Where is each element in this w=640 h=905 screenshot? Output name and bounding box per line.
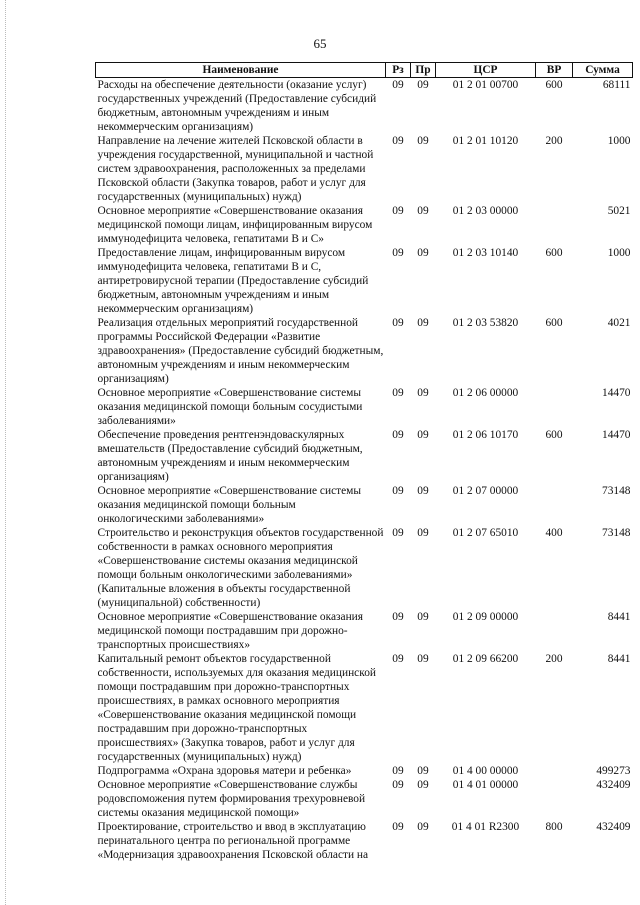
table-row <box>96 386 633 428</box>
cell-sum: 499273 <box>596 765 631 777</box>
cell-vr <box>536 778 573 820</box>
cell-sum: 432409 <box>596 779 631 791</box>
table-row <box>96 428 633 484</box>
cell-pr: 09 <box>417 387 429 399</box>
cell-pr: 09 <box>417 79 429 91</box>
cell-sum: 14470 <box>602 387 631 399</box>
cell-vr: 600 <box>545 79 563 91</box>
cell-csr: 01 2 06 10170 <box>452 429 519 441</box>
cell-sum: 73148 <box>602 527 631 539</box>
scan-edge-line <box>5 0 7 905</box>
cell-rz: 09 <box>392 779 404 791</box>
column-header-rz: Рз <box>386 63 411 78</box>
cell-rz: 09 <box>392 527 404 539</box>
cell-vr <box>536 764 573 778</box>
cell-name: Расходы на обеспечение деятельности (оказание услуг) государственных учреждений (Предоставление субсидий бюджетным, автономным учреждениям и иным некоммерческим организациям) <box>97 79 377 133</box>
cell-name: Предоставление лицам, инфицированным вирусом иммунодефицита человека, гепатитами В и С, антиретровирусной терапии (Предоставление субсидий бюджетным, автономным учреждениям и иным некоммерческим организациям) <box>97 247 369 315</box>
cell-rz: 09 <box>392 247 404 259</box>
table-row <box>96 134 633 204</box>
cell-name: Подпрограмма «Охрана здоровья матери и ребенка» <box>97 765 352 777</box>
cell-pr: 09 <box>417 765 429 777</box>
cell-vr: 400 <box>545 527 563 539</box>
column-header-name: Наименование <box>96 63 386 78</box>
cell-rz: 09 <box>392 611 404 623</box>
column-header-vr: ВР <box>536 63 573 78</box>
cell-sum: 432409 <box>596 821 631 833</box>
cell-rz: 09 <box>392 205 404 217</box>
cell-csr: 01 2 07 00000 <box>452 485 519 497</box>
cell-name: Капитальный ремонт объектов государственной собственности, используемых для оказания медицинской помощи пострадавшим при дорожно-транспортных происшествиях, в рамках основного мероприятия «Совершенствование оказания медицинской помощи пострадавшим при дорожно-транспортных происшествиях» (Закупка товаров, работ и услуг для государственных (муниципальных) нужд) <box>97 653 376 763</box>
cell-vr <box>536 386 573 428</box>
cell-rz: 09 <box>392 821 404 833</box>
cell-vr: 600 <box>545 247 563 259</box>
table-row <box>96 204 633 246</box>
column-header-sum: Сумма <box>573 63 633 78</box>
cell-name: Основное мероприятие «Совершенствование системы оказания медицинской помощи больным сосудистыми заболеваниями» <box>97 387 363 427</box>
table-row <box>96 78 633 135</box>
cell-name: Реализация отдельных мероприятий государственной программы Российской Федерации «Развитие здравоохранения» (Предоставление субсидий бюджетным, автономным учреждениям и иным некоммерческим организациям) <box>97 317 384 385</box>
cell-pr: 09 <box>417 205 429 217</box>
cell-sum: 8441 <box>607 653 631 665</box>
cell-csr: 01 4 01 R2300 <box>451 821 520 833</box>
table-header-row <box>96 63 633 78</box>
cell-rz: 09 <box>392 653 404 665</box>
cell-rz: 09 <box>392 79 404 91</box>
column-header-csr: ЦСР <box>436 63 536 78</box>
cell-vr: 600 <box>545 429 563 441</box>
cell-sum: 73148 <box>602 485 631 497</box>
table-row <box>96 484 633 526</box>
table-row <box>96 764 633 778</box>
table-row <box>96 610 633 652</box>
cell-sum: 1000 <box>607 247 631 259</box>
cell-csr: 01 2 03 00000 <box>452 205 519 217</box>
cell-csr: 01 2 03 10140 <box>452 247 519 259</box>
table-row <box>96 316 633 386</box>
cell-rz: 09 <box>392 317 404 329</box>
cell-vr: 200 <box>545 135 563 147</box>
cell-pr: 09 <box>417 653 429 665</box>
cell-pr: 09 <box>417 527 429 539</box>
cell-rz: 09 <box>392 765 404 777</box>
cell-sum: 68111 <box>602 79 631 91</box>
cell-pr: 09 <box>417 429 429 441</box>
cell-name: Проектирование, строительство и ввод в эксплуатацию перинатального центра по региональной программе «Модернизация здравоохранения Псковской области на <box>97 821 369 861</box>
cell-pr: 09 <box>417 485 429 497</box>
cell-csr: 01 2 07 65010 <box>452 527 519 539</box>
cell-csr: 01 4 01 00000 <box>452 779 519 791</box>
cell-vr <box>536 484 573 526</box>
cell-rz: 09 <box>392 485 404 497</box>
cell-csr: 01 2 03 53820 <box>452 317 519 329</box>
table-row <box>96 652 633 764</box>
cell-pr: 09 <box>417 135 429 147</box>
cell-name: Основное мероприятие «Совершенствование оказания медицинской помощи лицам, инфицированным вирусом иммунодефицита человека, гепатитами В и С» <box>97 205 373 245</box>
cell-name: Строительство и реконструкция объектов государственной собственности в рамках основного мероприятия «Совершенствование системы оказания медицинской помощи больным онкологическими заболеваниями» (Капитальные вложения в объекты государственной (муниципальной) собственности) <box>97 527 384 609</box>
cell-sum: 5021 <box>607 205 631 217</box>
cell-pr: 09 <box>417 611 429 623</box>
cell-csr: 01 2 01 00700 <box>452 79 519 91</box>
cell-vr: 200 <box>545 653 563 665</box>
cell-sum: 14470 <box>602 429 631 441</box>
cell-sum: 4021 <box>607 317 631 329</box>
cell-pr: 09 <box>417 247 429 259</box>
cell-name: Обеспечение проведения рентгенэндоваскулярных вмешательств (Предоставление субсидий бюджетным, автономным учреждениям и иным некоммерческим организациям) <box>97 429 363 483</box>
cell-pr: 09 <box>417 779 429 791</box>
cell-name: Основное мероприятие «Совершенствование системы оказания медицинской помощи больным онкологическими заболеваниями» <box>97 485 362 525</box>
cell-vr <box>536 610 573 652</box>
cell-rz: 09 <box>392 429 404 441</box>
cell-rz: 09 <box>392 387 404 399</box>
cell-csr: 01 4 00 00000 <box>452 765 519 777</box>
cell-name: Основное мероприятие «Совершенствование оказания медицинской помощи пострадавшим при дорожно-транспортных происшествиях» <box>97 611 364 651</box>
cell-vr <box>536 204 573 246</box>
cell-vr: 800 <box>545 821 563 833</box>
cell-pr: 09 <box>417 317 429 329</box>
cell-rz: 09 <box>392 135 404 147</box>
cell-name: Основное мероприятие «Совершенствование службы родовспоможения путем формирования трехуровневой системы оказания медицинской помощи» <box>97 779 366 819</box>
column-header-pr: Пр <box>411 63 436 78</box>
cell-csr: 01 2 01 10120 <box>452 135 519 147</box>
cell-csr: 01 2 09 00000 <box>452 611 519 623</box>
budget-table <box>95 62 633 862</box>
table-row <box>96 526 633 610</box>
cell-csr: 01 2 06 00000 <box>452 387 519 399</box>
cell-vr: 600 <box>545 317 563 329</box>
table-row <box>96 246 633 316</box>
table-body <box>96 78 633 863</box>
cell-sum: 8441 <box>607 611 631 623</box>
page-number: 65 <box>313 36 327 51</box>
cell-pr: 09 <box>417 821 429 833</box>
table-row <box>96 778 633 820</box>
cell-csr: 01 2 09 66200 <box>452 653 519 665</box>
table-row <box>96 820 633 862</box>
cell-name: Направление на лечение жителей Псковской области в учреждения государственной, муниципальной и частной систем здравоохранения, расположенных за пределами Псковской области (Закупка товаров, работ и услуг для государственных (муниципальных) нужд) <box>97 135 374 203</box>
cell-sum: 1000 <box>607 135 631 147</box>
